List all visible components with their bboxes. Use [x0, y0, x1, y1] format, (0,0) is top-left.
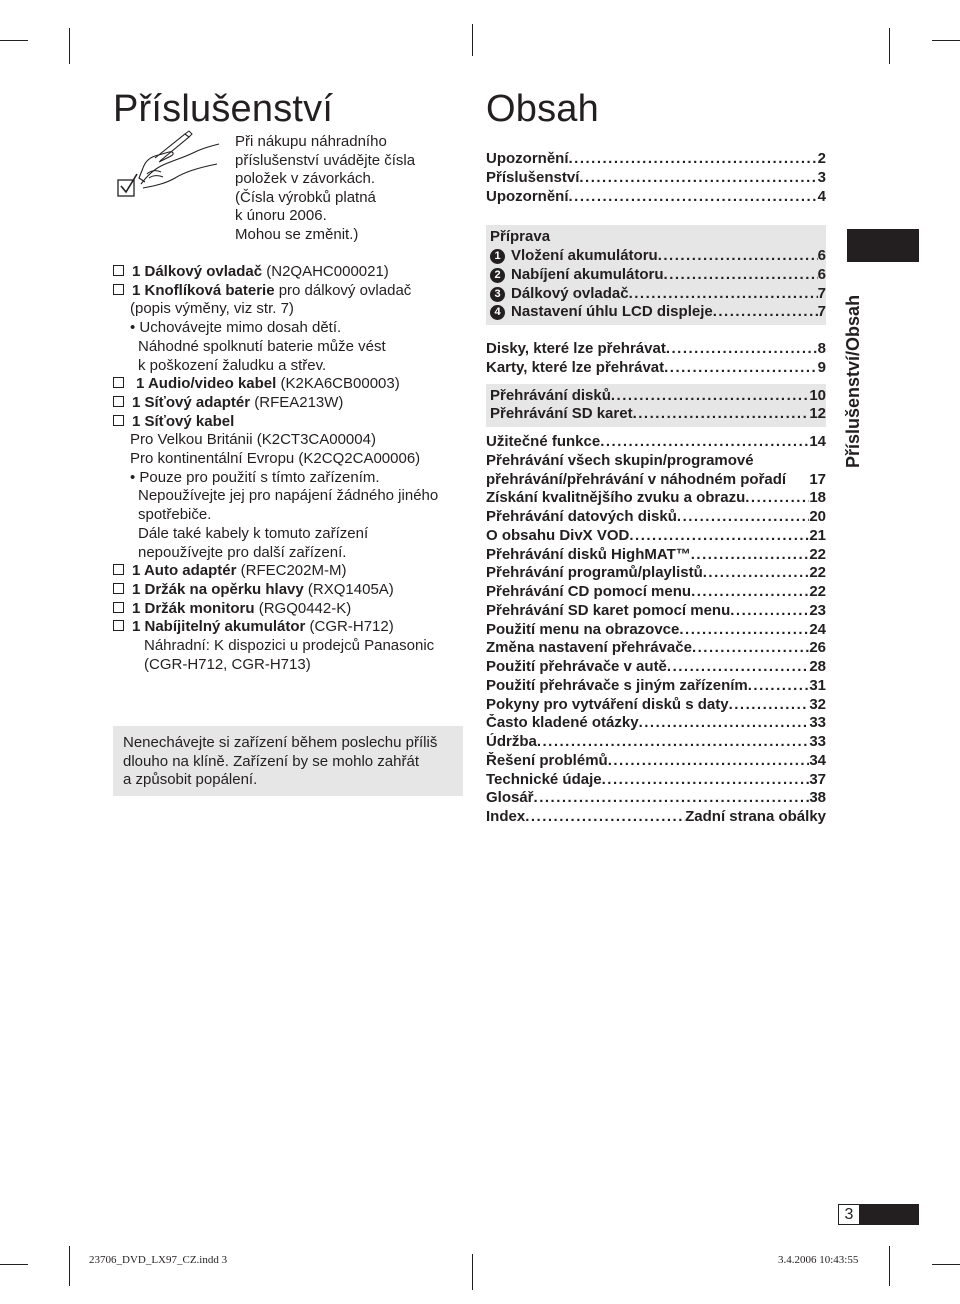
toc-entry[interactable]: Pokyny pro vytváření disků s daty ..... 32: [486, 696, 826, 715]
crop-mark: [889, 1246, 890, 1286]
section-title-contents: Obsah: [486, 88, 599, 130]
checkbox-icon: [113, 564, 124, 575]
number-1-icon: 1: [490, 249, 505, 264]
toc-entry[interactable]: Příslušenství ..... 3: [486, 169, 826, 188]
side-tab-marker: [847, 229, 919, 262]
footer-timestamp: 3.4.2006 10:43:55: [778, 1254, 859, 1266]
accessory-detail: spotřebiče.: [138, 506, 212, 524]
accessory-ac-adapter: 1 Síťový adaptér (RFEA213W): [113, 394, 473, 413]
checkbox-icon: [113, 396, 124, 407]
toc-entry[interactable]: 1 Vložení akumulátoru ..... 6: [490, 247, 826, 266]
toc-entry[interactable]: Použití přehrávače s jiným zařízením ..... 31: [486, 677, 826, 696]
side-tab-label: Příslušenství/Obsah: [843, 294, 863, 468]
toc-entry[interactable]: Užitečné funkce ..... 14: [486, 433, 826, 452]
section-title-accessories: Příslušenství: [113, 88, 334, 130]
note-line: k únoru 2006.: [235, 207, 327, 225]
crop-mark: [932, 40, 960, 41]
accessory-detail: Pro Velkou Británii (K2CT3CA00004): [130, 431, 376, 449]
note-line: (Čísla výrobků platná: [235, 188, 376, 206]
toc-entry[interactable]: Použití menu na obrazovce ..... 24: [486, 621, 826, 640]
number-4-icon: 4: [490, 305, 505, 320]
toc-entry[interactable]: Získání kvalitnějšího zvuku a obrazu ..... 18: [486, 489, 826, 508]
toc-entry[interactable]: Přehrávání CD pomocí menu ..... 22: [486, 583, 826, 602]
accessories-list: [113, 263, 473, 674]
toc-group-preparation: [486, 225, 826, 325]
note-line: příslušenství uvádějte čísla: [235, 151, 416, 169]
checkbox-icon: [113, 265, 124, 276]
crop-mark: [472, 24, 473, 56]
accessory-detail: • Uchovávejte mimo dosah dětí.: [130, 319, 342, 337]
toc-entry[interactable]: O obsahu DivX VOD ..... 21: [486, 527, 826, 546]
warning-line: dlouho na klíně. Zařízení by se mohlo zahřát: [123, 752, 420, 770]
toc-entry[interactable]: Údržba ..... 33: [486, 733, 826, 752]
checkbox-icon: [113, 377, 124, 388]
toc-entry[interactable]: Index ..... Zadní strana obálky: [486, 808, 826, 827]
number-2-icon: 2: [490, 268, 505, 283]
accessory-remote: 1 Dálkový ovladač (N2QAHC000021): [113, 263, 473, 282]
footer-file-name: 23706_DVD_LX97_CZ.indd 3: [89, 1254, 228, 1266]
accessory-button-battery: 1 Knoflíková baterie pro dálkový ovladač: [113, 282, 473, 301]
purchase-note: [235, 133, 415, 245]
toc-entry[interactable]: Upozornění ..... 4: [486, 188, 826, 207]
hand-writing-checkmark-icon: [113, 128, 223, 208]
note-line: Při nákupu náhradního: [235, 133, 387, 150]
toc-entry[interactable]: Přehrávání disků HighMAT™ ..... 22: [486, 546, 826, 565]
accessory-ac-cable: 1 Síťový kabel: [113, 413, 473, 432]
accessory-monitor-bracket: 1 Držák monitoru (RGQ0442-K): [113, 600, 473, 619]
toc-entry[interactable]: Změna nastavení přehrávače ..... 26: [486, 639, 826, 658]
accessory-rechargeable-battery: 1 Nabíjitelný akumulátor (CGR-H712): [113, 618, 473, 637]
accessory-detail: Pro kontinentální Evropu (K2CQ2CA00006): [130, 450, 421, 468]
accessory-headrest-bracket: 1 Držák na opěrku hlavy (RXQ1405A): [113, 581, 473, 600]
toc-entry[interactable]: 4 Nastavení úhlu LCD displeje ..... 7: [490, 303, 826, 322]
accessory-detail: nepoužívejte pro další zařízení.: [138, 543, 347, 561]
crop-mark: [889, 28, 890, 64]
crop-mark: [932, 1264, 960, 1265]
accessory-detail: (CGR-H712, CGR-H713): [144, 655, 311, 673]
accessory-detail: Náhodné spolknutí baterie může vést: [138, 337, 386, 355]
toc-entry-multiline[interactable]: přehrávání/přehrávání v náhodném pořadí 17: [486, 470, 826, 488]
toc-entry[interactable]: 3 Dálkový ovladač ..... 7: [490, 285, 826, 304]
warning-line: Nenechávejte si zařízení během poslechu příliš: [123, 734, 438, 751]
toc-entry[interactable]: Přehrávání programů/playlistů ..... 22: [486, 564, 826, 583]
page-number: 3: [838, 1204, 860, 1225]
accessory-car-adapter: 1 Auto adaptér (RFEC202M-M): [113, 562, 473, 581]
crop-mark: [69, 28, 70, 64]
toc-entry[interactable]: Technické údaje ..... 37: [486, 771, 826, 790]
toc-entry[interactable]: Přehrávání datových disků ..... 20: [486, 508, 826, 527]
toc-entry[interactable]: Řešení problémů ..... 34: [486, 752, 826, 771]
number-3-icon: 3: [490, 287, 505, 302]
toc-entry[interactable]: Často kladené otázky ..... 33: [486, 714, 826, 733]
accessory-av-cable: 1 Audio/video kabel (K2KA6CB00003): [113, 375, 473, 394]
accessory-detail: Dále také kabely k tomuto zařízení: [138, 524, 369, 542]
crop-mark: [0, 1264, 28, 1265]
accessory-detail: Nepoužívejte jej pro napájení žádného jiného: [138, 487, 439, 505]
toc-entry-multiline[interactable]: Přehrávání všech skupin/programové: [486, 451, 754, 469]
warning-line: a způsobit popálení.: [123, 771, 258, 789]
toc-entry[interactable]: Karty, které lze přehrávat ..... 9: [486, 359, 826, 378]
toc-entry[interactable]: Upozornění ..... 2: [486, 150, 826, 169]
crop-mark: [0, 40, 28, 41]
note-line: položek v závorkách.: [235, 170, 376, 188]
checkbox-icon: [113, 620, 124, 631]
accessory-detail: • Pouze pro použití s tímto zařízením.: [130, 468, 380, 486]
crop-mark: [472, 1254, 473, 1290]
toc-entry[interactable]: 2 Nabíjení akumulátoru ..... 6: [490, 266, 826, 285]
accessory-detail: Náhradní: K dispozici u prodejců Panasonic: [144, 637, 435, 655]
toc-entry[interactable]: Disky, které lze přehrávat ..... 8: [486, 340, 826, 359]
accessory-detail: (popis výměny, viz str. 7): [130, 300, 294, 318]
checkbox-icon: [113, 284, 124, 295]
accessory-detail: k poškození žaludku a střev.: [138, 356, 327, 374]
checkbox-icon: [113, 583, 124, 594]
toc-group-playback: [486, 384, 826, 428]
toc-group-heading: Příprava: [490, 228, 551, 246]
toc-entry[interactable]: Přehrávání SD karet pomocí menu ..... 23: [486, 602, 826, 621]
checkbox-icon: [113, 415, 124, 426]
toc-entry[interactable]: Přehrávání SD karet ..... 12: [490, 405, 826, 424]
toc-entry[interactable]: Použití přehrávače v autě ..... 28: [486, 658, 826, 677]
toc-entry[interactable]: Glosář ..... 38: [486, 789, 826, 808]
warning-box: [113, 726, 463, 796]
table-of-contents: [486, 150, 826, 827]
crop-mark: [69, 1246, 70, 1286]
toc-entry[interactable]: Přehrávání disků ..... 10: [490, 387, 826, 406]
note-line: Mohou se změnit.): [235, 225, 359, 243]
checkbox-icon: [113, 602, 124, 613]
